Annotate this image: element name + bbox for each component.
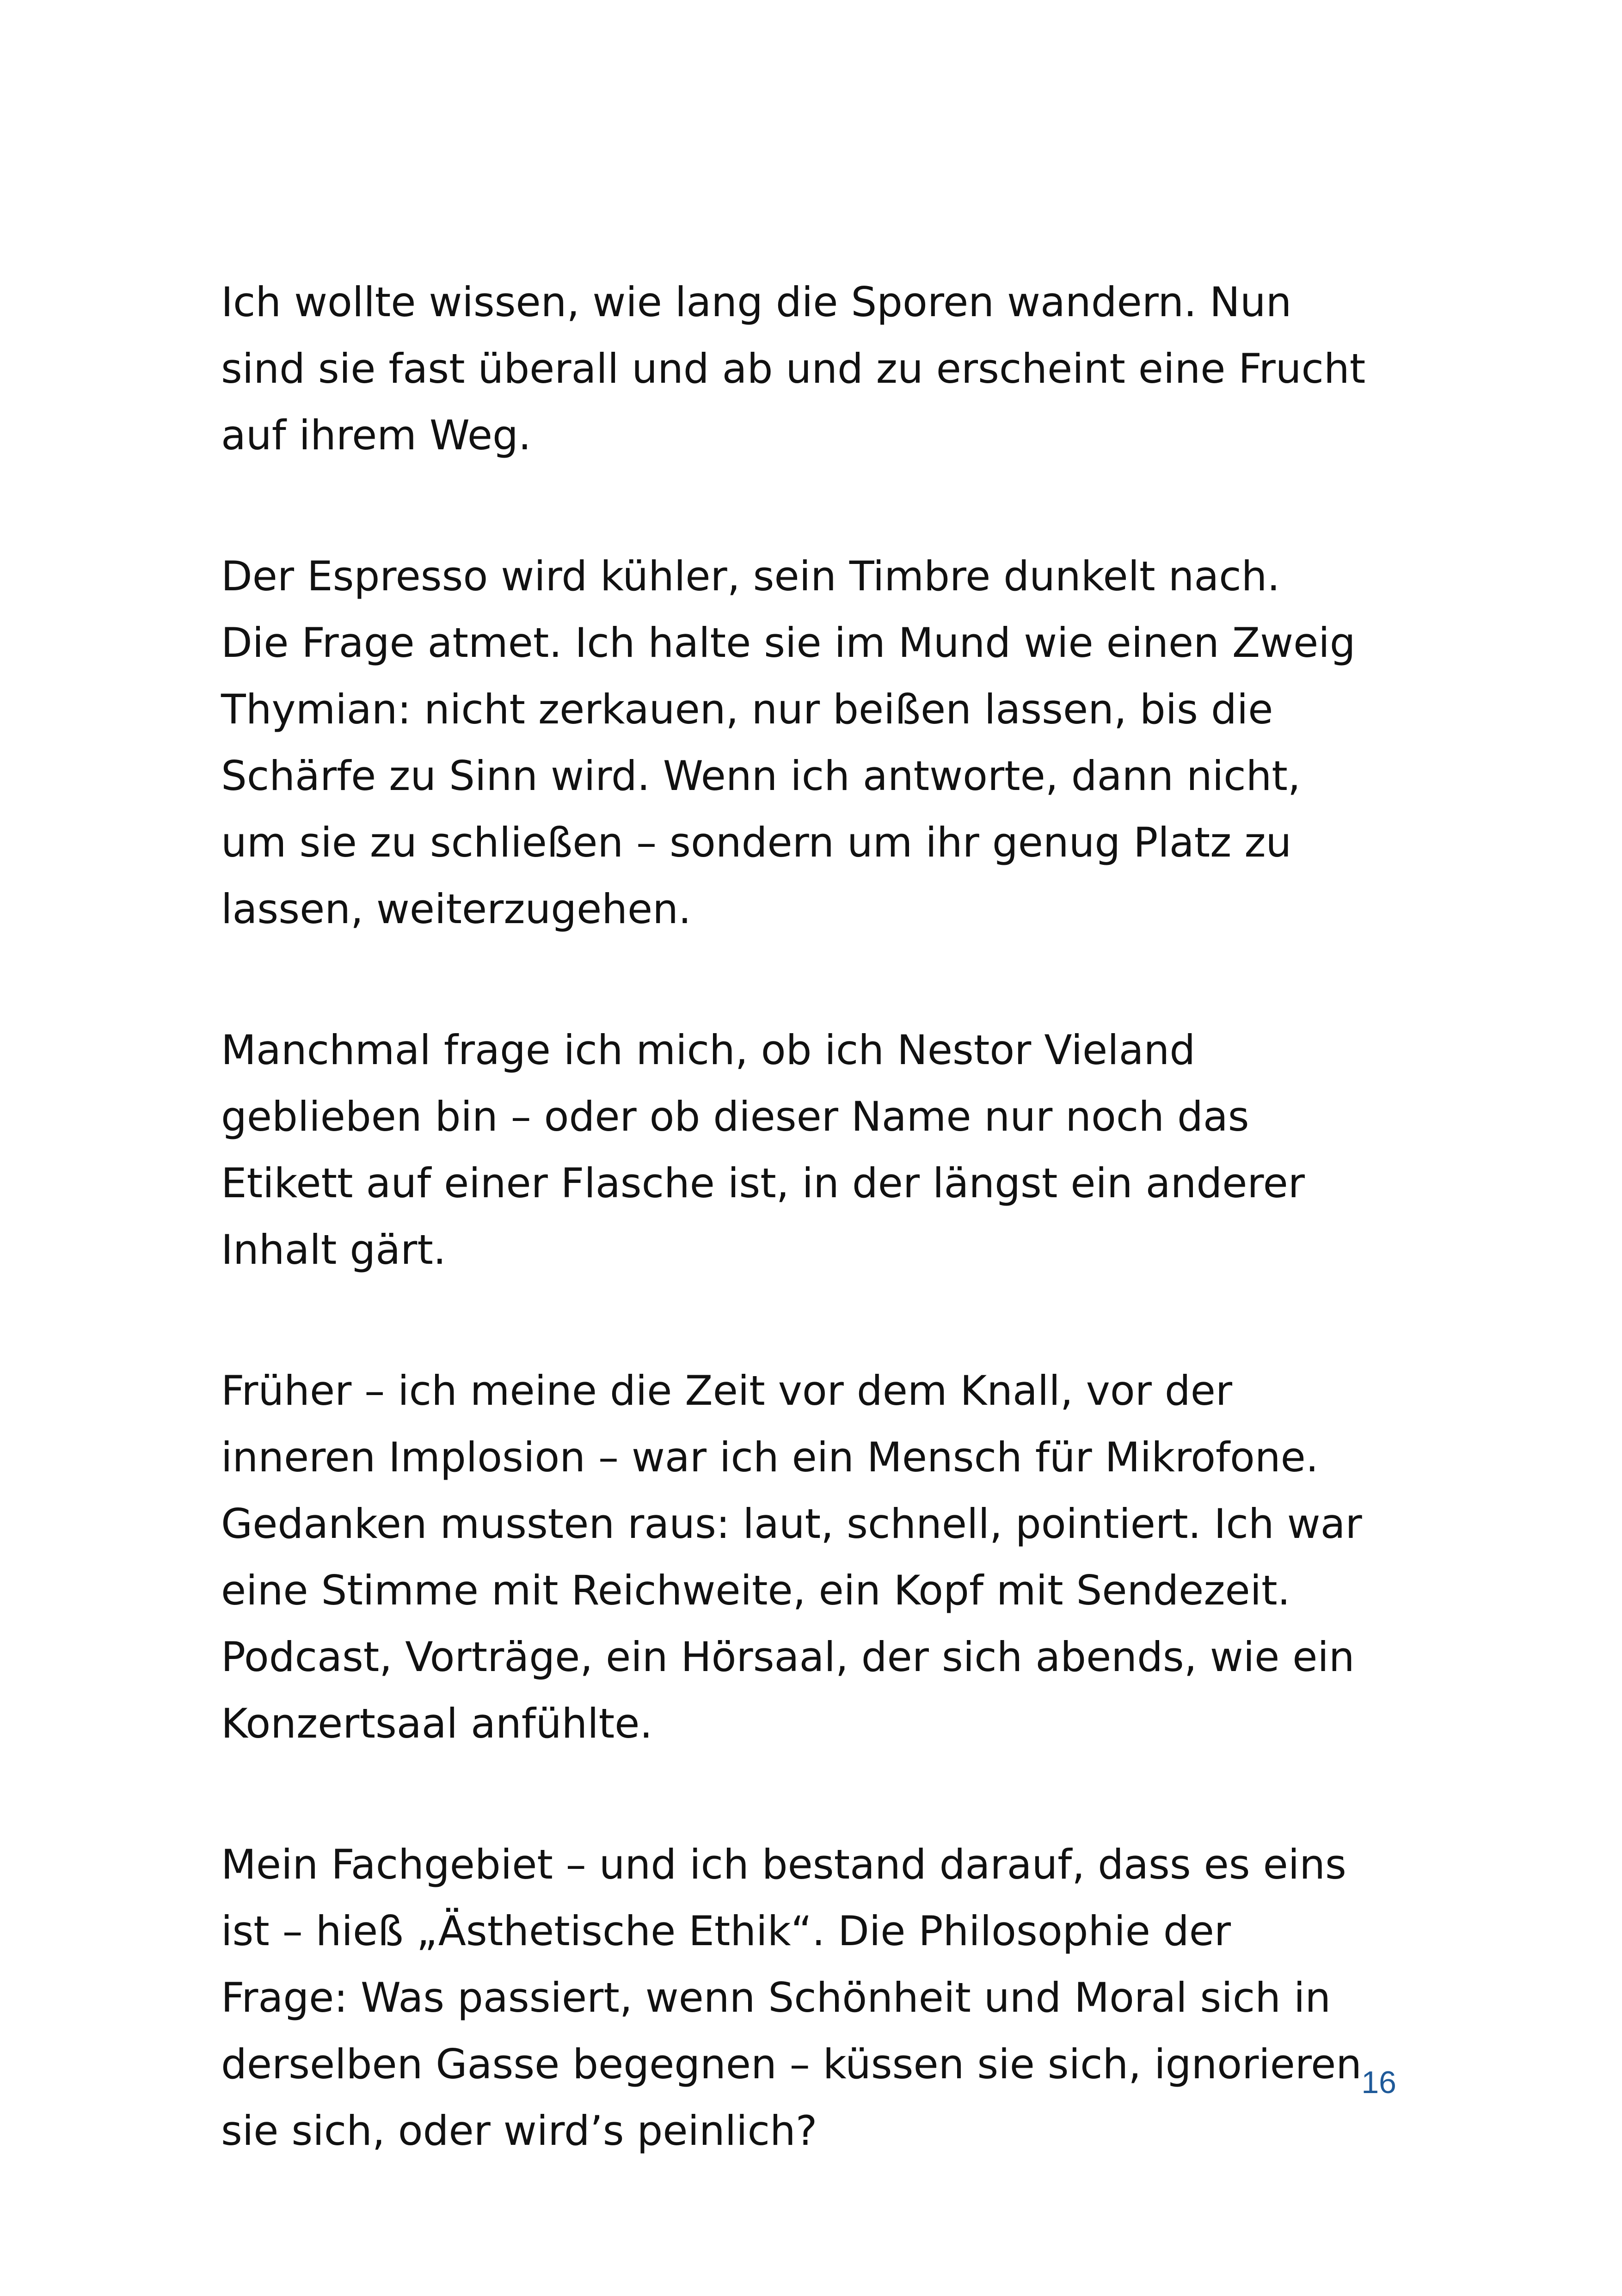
paragraph-4: [221, 1358, 1405, 1757]
text-line: Inhalt gärt.: [221, 1226, 446, 1274]
body-text: [221, 269, 1405, 2239]
text-line: Etikett auf einer Flasche ist, in der längst ein anderer: [221, 1159, 1305, 1207]
text-line: eine Stimme mit Reichweite, ein Kopf mit Sendezeit.: [221, 1567, 1290, 1614]
text-line: inneren Implosion – war ich ein Mensch für Mikrofone.: [221, 1433, 1319, 1481]
text-line: Der Espresso wird kühler, sein Timbre dunkelt nach.: [221, 552, 1280, 600]
text-line: derselben Gasse begegnen – küssen sie sich, ignorieren: [221, 2040, 1362, 2088]
page-number: 16: [1361, 2065, 1396, 2100]
text-line: Podcast, Vorträge, ein Hörsaal, der sich abends, wie ein: [221, 1633, 1355, 1681]
text-line: sind sie fast überall und ab und zu erscheint eine Frucht: [221, 345, 1366, 392]
paragraph-1: [221, 269, 1405, 469]
text-line: ist – hieß „Ästhetische Ethik“. Die Philosophie der: [221, 1907, 1231, 1955]
text-line: lassen, weiterzugehen.: [221, 885, 691, 933]
paragraph-5: [221, 1831, 1405, 2164]
text-line: Ich wollte wissen, wie lang die Sporen wandern. Nun: [221, 278, 1292, 326]
text-line: Mein Fachgebiet – und ich bestand darauf, dass es eins: [221, 1841, 1346, 1888]
text-line: sie sich, oder wird’s peinlich?: [221, 2107, 817, 2155]
text-line: auf ihrem Weg.: [221, 411, 531, 459]
text-line: Schärfe zu Sinn wird. Wenn ich antworte, dann nicht,: [221, 752, 1301, 800]
text-line: Manchmal frage ich mich, ob ich Nestor Vieland: [221, 1026, 1196, 1074]
text-line: Früher – ich meine die Zeit vor dem Knall, vor der: [221, 1367, 1233, 1414]
text-line: geblieben bin – oder ob dieser Name nur noch das: [221, 1093, 1249, 1140]
text-line: Frage: Was passiert, wenn Schönheit und Moral sich in: [221, 1974, 1331, 2021]
text-line: um sie zu schließen – sondern um ihr genug Platz zu: [221, 819, 1292, 866]
text-line: Thymian: nicht zerkauen, nur beißen lassen, bis die: [221, 686, 1273, 733]
text-line: Konzertsaal anfühlte.: [221, 1700, 653, 1747]
paragraph-2: [221, 543, 1405, 943]
paragraph-3: [221, 1017, 1405, 1283]
text-line: Gedanken mussten raus: laut, schnell, pointiert. Ich war: [221, 1500, 1362, 1548]
text-line: Die Frage atmet. Ich halte sie im Mund wie einen Zweig: [221, 619, 1356, 667]
